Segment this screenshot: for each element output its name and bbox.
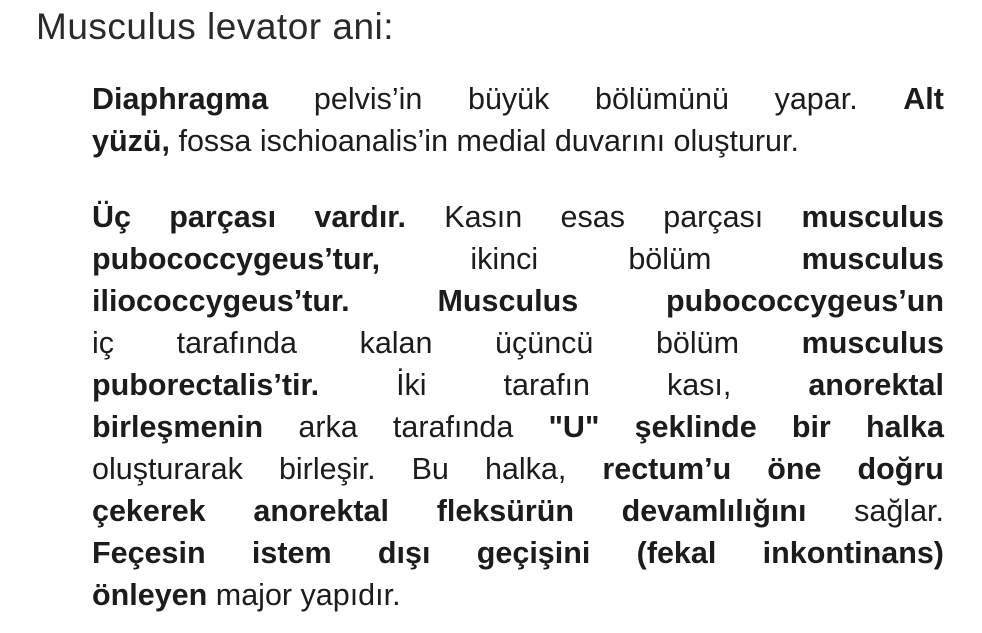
bold-word: (fekal	[636, 536, 717, 570]
bold-word: musculus	[801, 200, 944, 234]
bold-word: halka	[865, 410, 944, 444]
word: yapar.	[774, 82, 858, 116]
word: bölümünü	[595, 82, 729, 116]
bold-word: vardır.	[314, 200, 406, 234]
word: üçüncü	[495, 326, 594, 360]
word: tarafında	[176, 326, 297, 360]
word: arka	[298, 410, 358, 444]
bold-word: çekerek	[92, 494, 206, 528]
word: fossa ischioanalis’in medial duvarını oluşturur.	[178, 124, 799, 158]
word: kası,	[666, 368, 732, 402]
word: parçası	[663, 200, 764, 234]
text-line	[92, 280, 944, 322]
bold-word: pubococcygeus’tur,	[92, 242, 381, 276]
bold-word: yüzü,	[92, 124, 170, 158]
bold-word: inkontinans)	[762, 536, 944, 570]
text-line	[92, 120, 944, 162]
bold-word: önleyen	[92, 578, 208, 612]
bold-word: geçişini	[476, 536, 591, 570]
bold-word: fleksürün	[436, 494, 574, 528]
text-line	[92, 238, 944, 280]
word: halka,	[484, 452, 567, 486]
word: tarafın	[503, 368, 590, 402]
bold-word: Üç	[92, 200, 131, 234]
text-line	[92, 574, 944, 616]
bold-word: birleşmenin	[92, 410, 264, 444]
bold-word: rectum’u	[602, 452, 732, 486]
word: tarafında	[392, 410, 514, 444]
bold-word: şeklinde	[634, 410, 757, 444]
bold-word: doğru	[857, 452, 944, 486]
bold-word: iliococcygeus’tur.	[92, 284, 350, 318]
bold-word: musculus	[801, 242, 944, 276]
text-line	[92, 196, 944, 238]
word: esas	[560, 200, 625, 234]
bold-word: öne	[767, 452, 822, 486]
text-line	[92, 78, 944, 120]
word: İki	[396, 368, 427, 402]
word: iç	[92, 326, 115, 360]
section-heading: Musculus levator ani:	[36, 6, 395, 47]
bold-word: devamlılığını	[621, 494, 807, 528]
text-line	[92, 532, 944, 574]
text-line	[92, 490, 944, 532]
word: sağlar.	[854, 494, 944, 528]
bold-word: Diaphragma	[92, 82, 269, 116]
bold-word: pubococcygeus’un	[666, 284, 944, 318]
word: ikinci	[470, 242, 539, 276]
word: büyük	[468, 82, 550, 116]
word: pelvis’in	[313, 82, 423, 116]
word: birleşir.	[278, 452, 376, 486]
word: Bu	[411, 452, 449, 486]
word: bölüm	[655, 326, 740, 360]
bold-word: Musculus	[437, 284, 579, 318]
bold-word: Feçesin	[92, 536, 206, 570]
paragraph-1	[92, 78, 944, 162]
word: Kasın	[444, 200, 523, 234]
word: kalan	[359, 326, 433, 360]
paragraph-2	[92, 196, 944, 616]
bold-word: anorektal	[808, 368, 944, 402]
word: major yapıdır.	[215, 578, 401, 612]
bold-word: parçası	[169, 200, 277, 234]
text-line	[92, 322, 944, 364]
bold-word: "U"	[548, 410, 600, 444]
bold-word: istem	[251, 536, 332, 570]
bold-word: dışı	[377, 536, 431, 570]
bold-word: puborectalis’tir.	[92, 368, 320, 402]
text-line	[92, 364, 944, 406]
text-line	[92, 406, 944, 448]
text-line	[92, 448, 944, 490]
bold-word: anorektal	[253, 494, 389, 528]
word: oluşturarak	[92, 452, 243, 486]
bold-word: Alt	[903, 82, 944, 116]
bold-word: bir	[791, 410, 831, 444]
word: bölüm	[628, 242, 712, 276]
bold-word: musculus	[801, 326, 944, 360]
